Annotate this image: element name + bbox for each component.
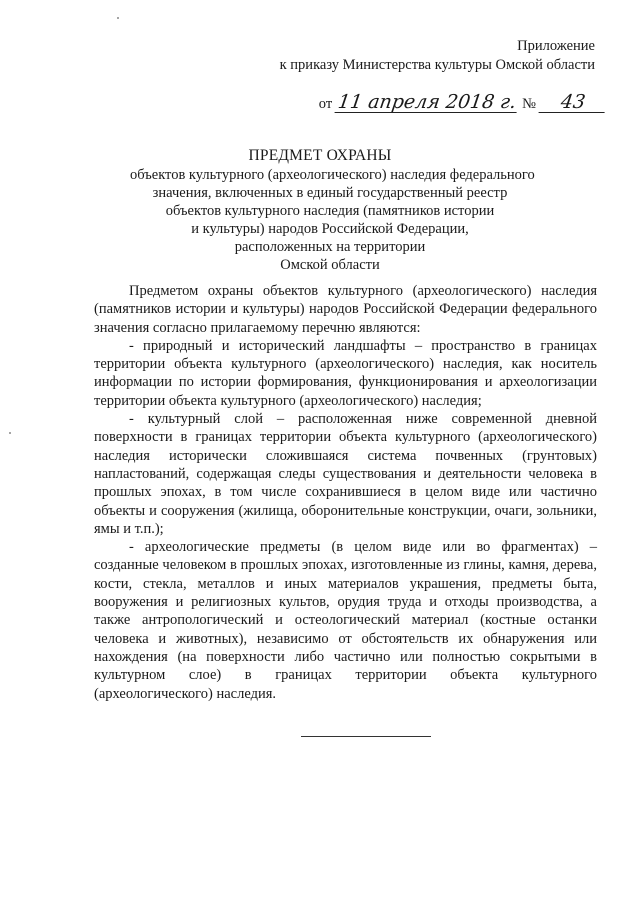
end-rule [301,736,431,737]
scan-speck [9,432,11,434]
subtitle-line: и культуры) народов Российской Федерации, [191,221,469,237]
list-item-landscape: - природный и исторический ландшафты – пространство в границах территории объекта культурного (археологического) наследия, как носитель информации по истории формирования, функционирования и археологизации территории объекта культурного (археологического) наследия; [94,337,597,409]
intro-paragraph: Предметом охраны объектов культурного (археологического) наследия (памятников истории и культуры) народов Российской Федерации федерального значения согласно прилагаемому перечню являются: [94,283,597,336]
subtitle-line: расположенных на территории [234,239,426,255]
ot-label: от [318,96,333,112]
document-title: ПРЕДМЕТ ОХРАНЫ [248,147,392,164]
scan-speck [117,17,119,19]
list-item-cultural-layer: - культурный слой – расположенная ниже современной дневной поверхности в границах территории объекта культурного (археологического) наследия исторически сложившаяся система почвенных (грунтовых) напластований, содержащая следы существования и деятельности человека в прошлых эпохах, в том числе сохранившиеся в целом виде или частично объекты и сооружения (жилища, оборонительные конструкции, очаги, зольники, ямы и т.п.); [94,411,597,537]
number-label: № [522,96,536,112]
attachment-label: Приложение [517,38,595,54]
subtitle-line: Омской области [280,257,380,273]
subtitle-line: объектов культурного наследия (памятников истории [165,203,495,219]
handwritten-number: 43 [539,92,608,113]
order-date-number-line [319,92,606,113]
document-subtitle [130,166,535,274]
document-body [94,282,597,703]
subtitle-line: объектов культурного (археологического) наследия федерального [130,167,535,183]
order-reference: к приказу Министерства культуры Омской области [279,57,595,73]
subtitle-line: значения, включенных в единый государственный реестр [152,185,508,201]
list-item-artifacts: - археологические предметы (в целом виде или во фрагментах) – созданные человеком в прошлых эпохах, изготовленные из глины, камня, дерева, кости, стекла, металлов и иных материалов украшения, предметы быта, вооружения и религиозных культов, орудия труда и отходы производства, а также антропологический и остеологический материал (костные останки человека и животных), независимо от обстоятельств их обнаружения или нахождения (на поверхности либо частично или полностью сокрытыми в культурном слое) в границах территории объекта культурного (археологического) наследия. [94,539,597,702]
handwritten-date: 11 апреля 2018 г. [336,91,518,113]
